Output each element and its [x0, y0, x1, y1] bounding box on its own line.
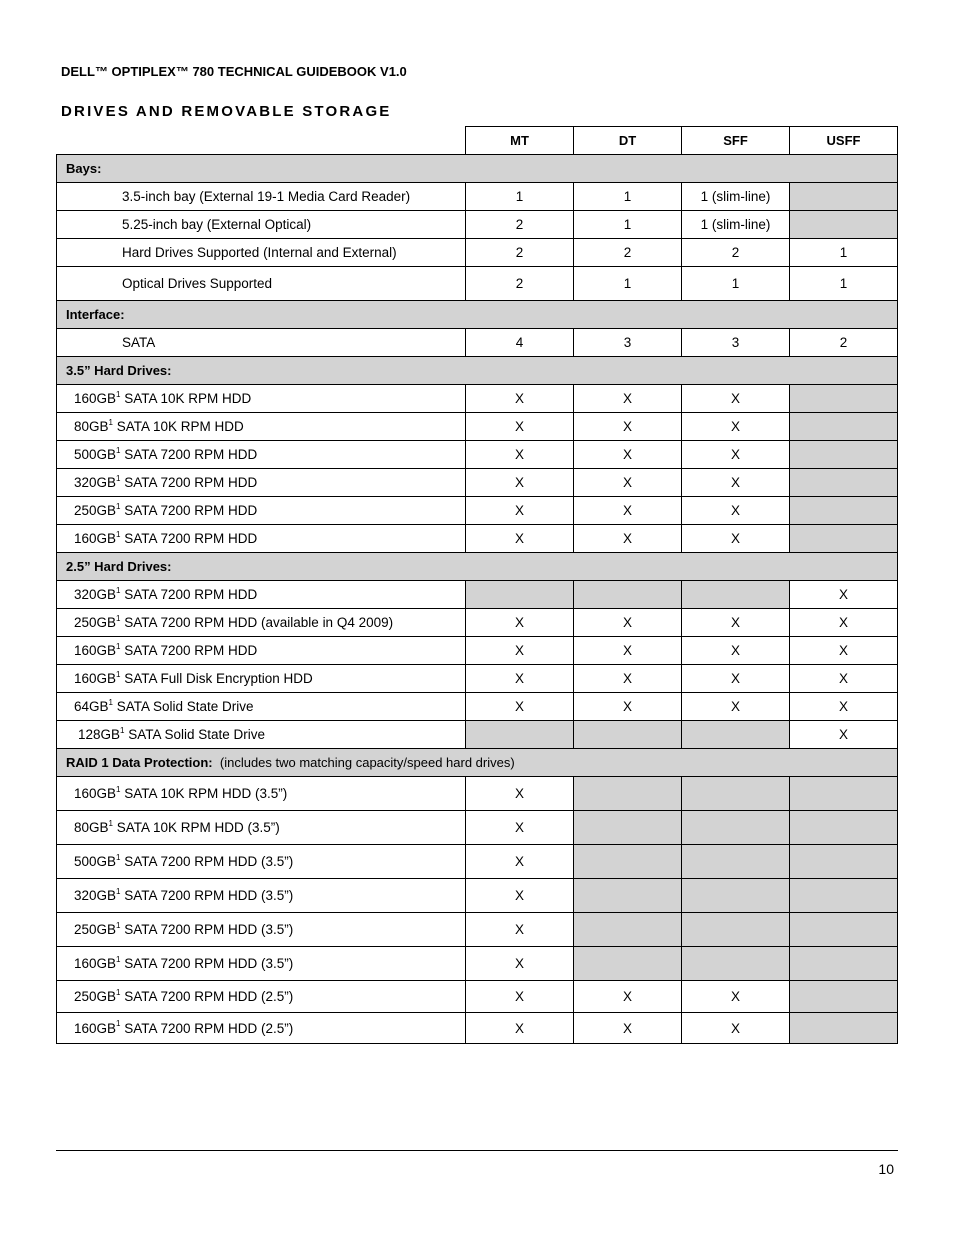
document-header: DELL™ OPTIPLEX™ 780 TECHNICAL GUIDEBOOK V1.0 [61, 64, 407, 79]
cell-sff: 2 [682, 239, 790, 267]
footnote-mark: 1 [116, 669, 121, 679]
cell-dt-na [574, 721, 682, 749]
category-label: 3.5” Hard Drives: [57, 357, 898, 385]
column-header-row [57, 127, 898, 155]
description: SATA Full Disk Encryption HDD [120, 671, 313, 686]
cell-mt: 1 [466, 183, 574, 211]
cell-usff: X [790, 693, 898, 721]
category-row-bays [57, 155, 898, 183]
cell-sff: 1 (slim-line) [682, 211, 790, 239]
footnote-mark: 1 [116, 852, 121, 862]
cell-sff-na [682, 913, 790, 947]
table-row [57, 693, 898, 721]
raid-title: RAID 1 Data Protection: [66, 755, 213, 770]
cell-sff: 3 [682, 329, 790, 357]
table-row [57, 211, 898, 239]
cell-dt: 1 [574, 183, 682, 211]
row-label: 3.5-inch bay (External 19-1 Media Card Reader) [57, 183, 466, 211]
cell-sff: X [682, 693, 790, 721]
footnote-mark: 1 [108, 417, 113, 427]
row-label: Optical Drives Supported [57, 267, 466, 301]
cell-usff-na [790, 183, 898, 211]
cell-usff: X [790, 721, 898, 749]
row-label [57, 581, 466, 609]
row-label [57, 665, 466, 693]
table-row [57, 947, 898, 981]
cell-usff-na [790, 913, 898, 947]
description: SATA 7200 RPM HDD [120, 531, 258, 546]
cell-mt: X [466, 693, 574, 721]
cell-dt: 2 [574, 239, 682, 267]
column-header-dt: DT [574, 127, 682, 155]
row-label [57, 1013, 466, 1044]
row-label: SATA [57, 329, 466, 357]
footnote-mark: 1 [116, 784, 121, 794]
cell-dt-na [574, 777, 682, 811]
cell-dt: X [574, 497, 682, 525]
capacity: 320GB [74, 587, 117, 602]
capacity: 500GB [74, 447, 117, 462]
category-row-hdd-35 [57, 357, 898, 385]
row-label [57, 469, 466, 497]
cell-mt: 2 [466, 239, 574, 267]
row-label: Hard Drives Supported (Internal and External) [57, 239, 466, 267]
cell-usff: X [790, 581, 898, 609]
cell-usff-na [790, 497, 898, 525]
drives-storage-table [56, 126, 898, 1044]
table-row [57, 637, 898, 665]
cell-usff: X [790, 665, 898, 693]
table-row [57, 609, 898, 637]
cell-mt: X [466, 525, 574, 553]
footnote-mark: 1 [116, 886, 121, 896]
cell-dt: X [574, 413, 682, 441]
footnote-mark: 1 [116, 473, 121, 483]
row-label [57, 721, 466, 749]
description: SATA 7200 RPM HDD [120, 475, 258, 490]
description: SATA 7200 RPM HDD (2.5”) [120, 989, 294, 1004]
table-row [57, 777, 898, 811]
cell-usff-na [790, 845, 898, 879]
cell-mt: X [466, 441, 574, 469]
capacity: 160GB [74, 643, 117, 658]
cell-mt: 4 [466, 329, 574, 357]
description: SATA 7200 RPM HDD (3.5”) [120, 888, 294, 903]
row-label [57, 609, 466, 637]
blank-corner-cell [57, 127, 466, 155]
row-label [57, 413, 466, 441]
description: SATA 7200 RPM HDD (available in Q4 2009) [120, 615, 394, 630]
cell-sff-na [682, 721, 790, 749]
footnote-mark: 1 [116, 1019, 121, 1028]
capacity: 320GB [74, 888, 117, 903]
row-label [57, 637, 466, 665]
capacity: 250GB [74, 922, 117, 937]
cell-mt: X [466, 845, 574, 879]
cell-dt: 3 [574, 329, 682, 357]
cell-sff: X [682, 1013, 790, 1044]
cell-usff-na [790, 777, 898, 811]
footnote-mark: 1 [116, 613, 121, 623]
cell-usff-na [790, 441, 898, 469]
capacity: 320GB [74, 475, 117, 490]
row-label [57, 947, 466, 981]
footnote-mark: 1 [116, 585, 121, 595]
cell-dt: X [574, 665, 682, 693]
cell-usff-na [790, 981, 898, 1013]
capacity: 160GB [74, 786, 117, 801]
footnote-mark: 1 [108, 818, 113, 828]
cell-sff: X [682, 525, 790, 553]
raid-note: (includes two matching capacity/speed hard drives) [219, 755, 515, 770]
cell-sff-na [682, 879, 790, 913]
cell-usff-na [790, 211, 898, 239]
footnote-mark: 1 [116, 445, 121, 455]
cell-mt: X [466, 665, 574, 693]
capacity: 250GB [74, 615, 117, 630]
table-row [57, 525, 898, 553]
cell-mt: X [466, 981, 574, 1013]
cell-usff-na [790, 469, 898, 497]
table-row [57, 665, 898, 693]
cell-dt: X [574, 525, 682, 553]
row-label [57, 879, 466, 913]
capacity: 128GB [78, 727, 121, 742]
table-row [57, 239, 898, 267]
capacity: 250GB [74, 503, 117, 518]
capacity: 80GB [74, 820, 109, 835]
capacity: 250GB [74, 989, 117, 1004]
footnote-mark: 1 [116, 920, 121, 930]
cell-dt-na [574, 879, 682, 913]
footnote-mark: 1 [116, 389, 121, 399]
cell-sff-na [682, 811, 790, 845]
cell-mt-na [466, 721, 574, 749]
row-label [57, 777, 466, 811]
cell-dt: X [574, 469, 682, 497]
description: SATA Solid State Drive [124, 727, 266, 742]
footnote-mark: 1 [116, 987, 121, 997]
cell-mt: X [466, 947, 574, 981]
category-label: 2.5” Hard Drives: [57, 553, 898, 581]
description: SATA 7200 RPM HDD [120, 587, 258, 602]
cell-usff-na [790, 525, 898, 553]
cell-dt: 1 [574, 267, 682, 301]
description: SATA 7200 RPM HDD [120, 447, 258, 462]
column-header-mt: MT [466, 127, 574, 155]
table-row [57, 913, 898, 947]
capacity: 64GB [74, 699, 109, 714]
description: SATA 10K RPM HDD [120, 391, 252, 406]
cell-mt: X [466, 637, 574, 665]
cell-sff: X [682, 385, 790, 413]
cell-mt: 2 [466, 211, 574, 239]
footnote-mark: 1 [116, 501, 121, 511]
capacity: 160GB [74, 391, 117, 406]
cell-sff: X [682, 609, 790, 637]
description: SATA 10K RPM HDD (3.5”) [120, 786, 288, 801]
cell-usff: 1 [790, 267, 898, 301]
cell-sff: X [682, 441, 790, 469]
capacity: 160GB [74, 671, 117, 686]
category-row-raid [57, 749, 898, 777]
description: SATA 10K RPM HDD [112, 419, 244, 434]
row-label [57, 497, 466, 525]
row-label [57, 693, 466, 721]
footnote-mark: 1 [108, 697, 113, 707]
table-row [57, 845, 898, 879]
description: SATA 7200 RPM HDD (2.5”) [120, 1020, 294, 1036]
cell-mt-na [466, 581, 574, 609]
cell-sff: X [682, 413, 790, 441]
cell-sff: X [682, 665, 790, 693]
cell-usff: 2 [790, 329, 898, 357]
row-label [57, 913, 466, 947]
table-row [57, 981, 898, 1013]
category-row-interface [57, 301, 898, 329]
cell-usff-na [790, 385, 898, 413]
table-row [57, 385, 898, 413]
cell-dt: X [574, 981, 682, 1013]
section-title: DRIVES AND REMOVABLE STORAGE [61, 103, 392, 120]
cell-usff-na [790, 879, 898, 913]
cell-sff: X [682, 469, 790, 497]
cell-dt: X [574, 385, 682, 413]
footer-divider [56, 1150, 898, 1151]
cell-dt-na [574, 845, 682, 879]
cell-dt-na [574, 947, 682, 981]
description: SATA Solid State Drive [112, 699, 254, 714]
cell-mt: X [466, 913, 574, 947]
table-row [57, 441, 898, 469]
cell-usff-na [790, 1013, 898, 1044]
cell-dt: 1 [574, 211, 682, 239]
cell-mt: X [466, 609, 574, 637]
table-row [57, 721, 898, 749]
table-row [57, 811, 898, 845]
footnote-mark: 1 [116, 641, 121, 651]
row-label [57, 385, 466, 413]
cell-dt-na [574, 581, 682, 609]
cell-mt: 2 [466, 267, 574, 301]
page-number: 10 [878, 1161, 894, 1177]
cell-dt: X [574, 1013, 682, 1044]
cell-dt-na [574, 913, 682, 947]
footnote-mark: 1 [116, 529, 121, 539]
cell-sff: X [682, 637, 790, 665]
cell-dt: X [574, 609, 682, 637]
cell-mt: X [466, 413, 574, 441]
cell-usff-na [790, 947, 898, 981]
row-label [57, 441, 466, 469]
category-label: Interface: [57, 301, 898, 329]
table-row [57, 267, 898, 301]
cell-usff: X [790, 637, 898, 665]
description: SATA 7200 RPM HDD (3.5”) [120, 956, 294, 971]
capacity: 160GB [74, 1020, 117, 1036]
table-row [57, 469, 898, 497]
cell-dt: X [574, 693, 682, 721]
cell-dt: X [574, 441, 682, 469]
row-label [57, 525, 466, 553]
cell-dt-na [574, 811, 682, 845]
description: SATA 7200 RPM HDD (3.5”) [120, 854, 294, 869]
cell-sff: 1 (slim-line) [682, 183, 790, 211]
cell-usff: X [790, 609, 898, 637]
row-label [57, 811, 466, 845]
column-header-sff: SFF [682, 127, 790, 155]
cell-dt: X [574, 637, 682, 665]
description: SATA 10K RPM HDD (3.5”) [112, 820, 280, 835]
capacity: 500GB [74, 854, 117, 869]
cell-mt: X [466, 497, 574, 525]
column-header-usff: USFF [790, 127, 898, 155]
footnote-mark: 1 [116, 954, 121, 964]
cell-mt: X [466, 385, 574, 413]
category-label [57, 749, 898, 777]
cell-mt: X [466, 879, 574, 913]
capacity: 160GB [74, 956, 117, 971]
description: SATA 7200 RPM HDD [120, 503, 258, 518]
footnote-mark: 1 [120, 725, 125, 735]
table-row [57, 413, 898, 441]
table-row [57, 581, 898, 609]
capacity: 80GB [74, 419, 109, 434]
cell-mt: X [466, 777, 574, 811]
cell-mt: X [466, 1013, 574, 1044]
cell-usff-na [790, 413, 898, 441]
row-label [57, 981, 466, 1013]
row-label: 5.25-inch bay (External Optical) [57, 211, 466, 239]
cell-mt: X [466, 811, 574, 845]
cell-sff: X [682, 497, 790, 525]
table-row [57, 1013, 898, 1044]
cell-sff-na [682, 581, 790, 609]
cell-sff-na [682, 777, 790, 811]
table-row [57, 497, 898, 525]
cell-sff-na [682, 947, 790, 981]
table-row [57, 879, 898, 913]
table-row [57, 183, 898, 211]
row-label [57, 845, 466, 879]
table-row [57, 329, 898, 357]
capacity: 160GB [74, 531, 117, 546]
cell-usff: 1 [790, 239, 898, 267]
cell-mt: X [466, 469, 574, 497]
cell-usff-na [790, 811, 898, 845]
category-row-hdd-25 [57, 553, 898, 581]
cell-sff-na [682, 845, 790, 879]
cell-sff: X [682, 981, 790, 1013]
description: SATA 7200 RPM HDD (3.5”) [120, 922, 294, 937]
cell-sff: 1 [682, 267, 790, 301]
category-label: Bays: [57, 155, 898, 183]
description: SATA 7200 RPM HDD [120, 643, 258, 658]
